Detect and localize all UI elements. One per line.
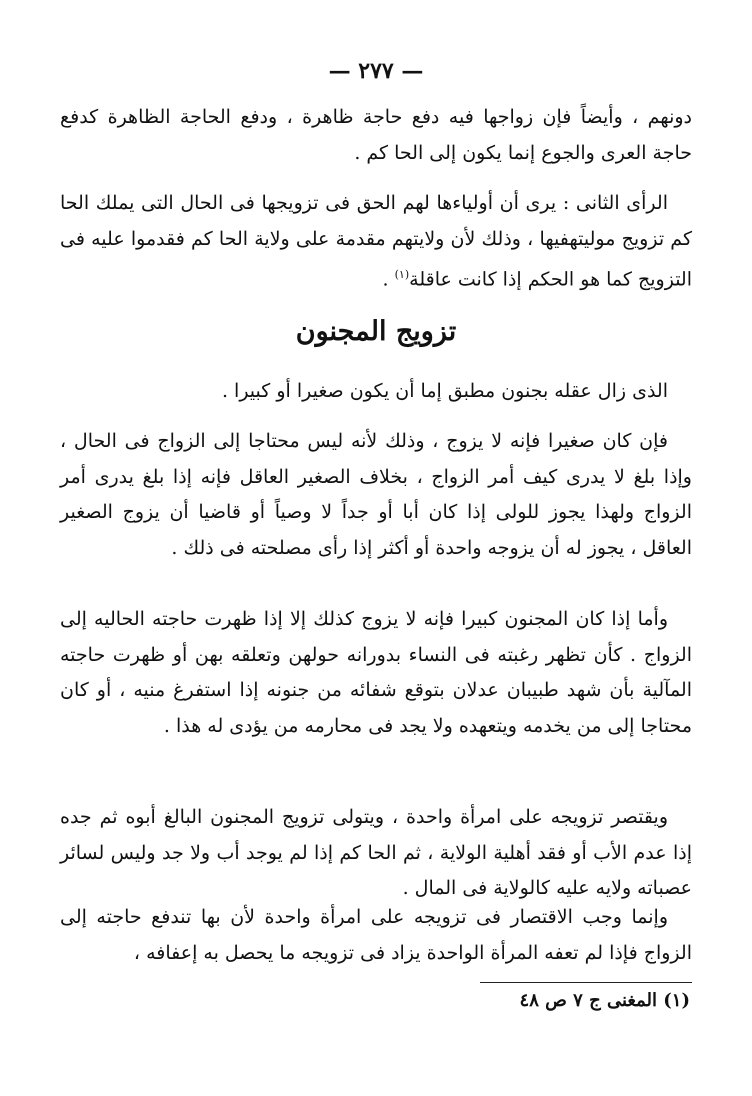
footnote: (١) المغنى ج ٧ ص ٤٨ (519, 990, 690, 1011)
paragraph-2-container: الرأى الثانى : يرى أن أولياءها لهم الحق فى تزويجها فى الحال التى يملك الحا كم تزويج موليتهفيها ، وذلك لأن ولايتهم مقدمة على ولاية الحا كم فقدموا عليه فى التزويج كما هو الحكم إذا كانت عاقلة$^{(١)}$ . (60, 192, 692, 291)
paragraph-7-text: وإنما وجب الاقتصار فى تزويجه على امرأة واحدة لأن بها تندفع حاجته إلى الزواج فإذا لم تعفه المرأة الواحدة يزاد فى تزويجه ما يحصل به إعفافه ، (60, 906, 692, 964)
paragraph-1 (60, 100, 692, 171)
paragraph-7 (60, 900, 692, 971)
paragraph-6-text: ويقتصر تزويجه على امرأة واحدة ، ويتولى تزويج المجنون البالغ أبوه ثم جده إذا عدم الأب أو فقد أهلية الولاية ، ثم الحا كم إذا لم يوجد أب ولا جد وليس لسائر عصباته ولايه عليه كالولاية فى المال . (60, 806, 692, 899)
paragraph-2-text: الرأى الثانى : يرى أن أولياءها لهم الحق فى تزويجها فى الحال التى يملك الحا كم تزويج موليتهفيها ، وذلك لأن ولايتهم مقدمة على ولاية الحا كم فقدموا عليه فى التزويج كما هو الحكم إذا كانت عاقلة (60, 192, 692, 291)
paragraph-3 (60, 374, 692, 410)
paragraph-3-text: الذى زال عقله بجنون مطبق إما أن يكون صغيرا أو كبيرا . (221, 380, 668, 402)
paragraph-1-text: دونهم ، وأيضاً فإن زواجها فيه دفع حاجة ظاهرة ، ودفع الحاجة الظاهرة كدفع حاجة العرى والجوع إنما يكون إلى الحا كم . (60, 106, 692, 164)
section-heading: تزويج المجنون (295, 316, 457, 347)
paragraph-4-text: فإن كان صغيرا فإنه لا يزوج ، وذلك لأنه ليس محتاجا إلى الزواج فى الحال ، وإذا بلغ لا يدرى كيف أمر الزواج ، بخلاف الصغير العاقل فإنه إذا بلغ يدرى أمر الزواج ولهذا يجوز للولى إذا كان أبا أو جداً لا وصياً أو قاضيا أن يزوج الصغير العاقل ، يجوز له أن يزوجه واحدة أو أكثر إذا رأى مصلحته فى ذلك . (60, 430, 692, 559)
paragraph-6 (60, 800, 692, 907)
paragraph-4 (60, 424, 692, 566)
paragraph-5 (60, 602, 692, 744)
paragraph-5-text: وأما إذا كان المجنون كبيرا فإنه لا يزوج كذلك إلا إذا ظهرت حاجته الحاليه إلى الزواج . كأن تظهر رغبته فى النساء بدورانه حولهن وتعلقه بهن أو ظهرت حاجته المآلية بأن شهد طبيبان عدلان بتوقع شفائه من جنونه إذا استفرغ منيه ، أو كان محتاجا إلى من يخدمه ويتعهده ولا يجد فى محارمه من يؤدى له هذا . (60, 608, 692, 737)
page-number: — ٢٧٧ — (328, 58, 424, 84)
footnote-divider (480, 982, 692, 983)
paragraph-2 (60, 186, 692, 298)
footnote-reference: (١) (394, 268, 410, 281)
